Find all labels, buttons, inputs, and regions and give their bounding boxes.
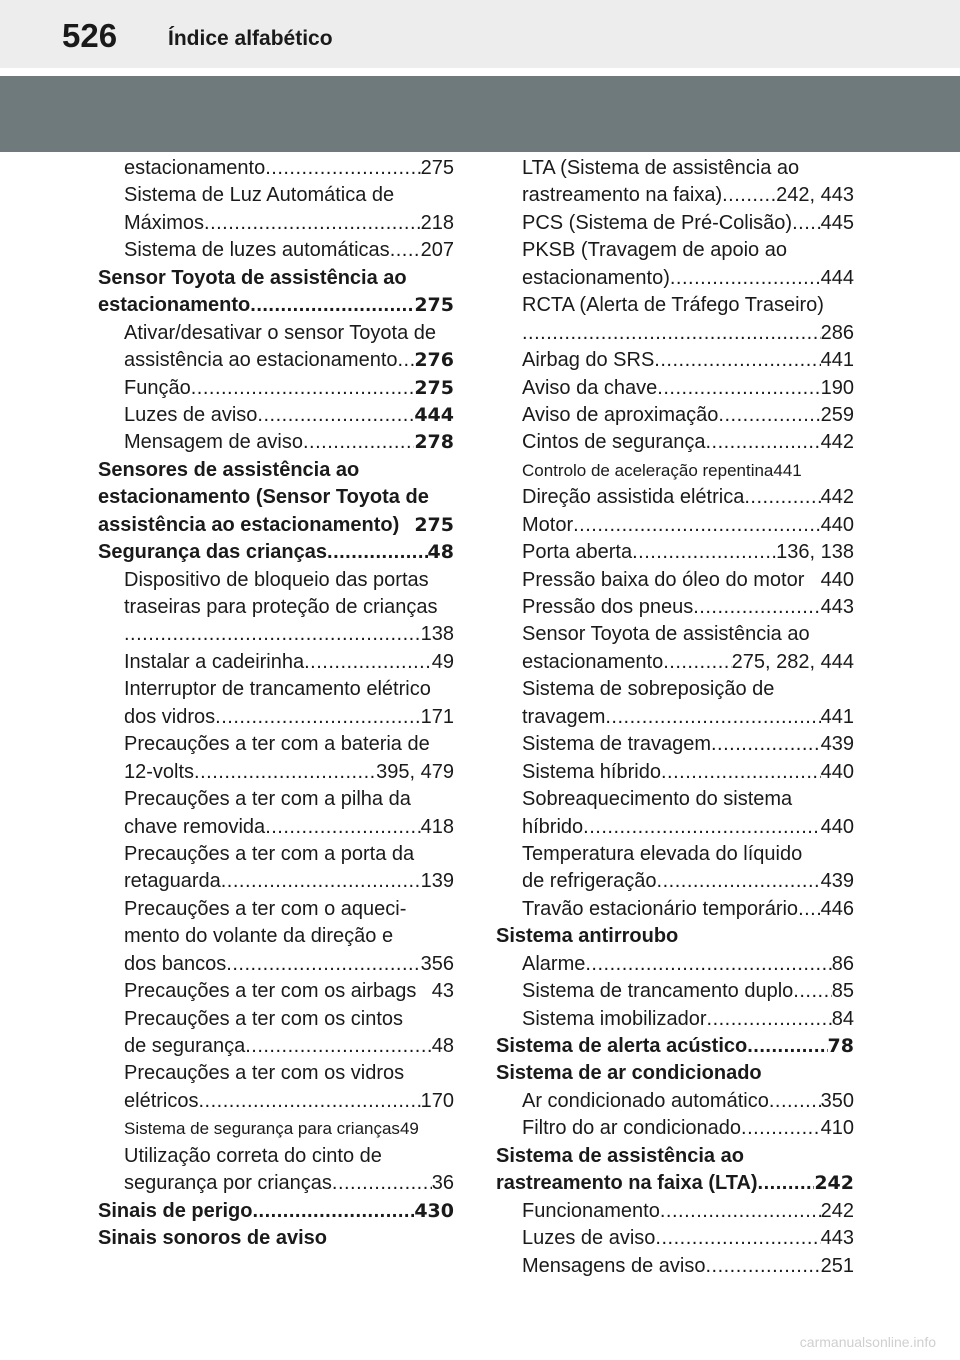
index-entry	[98, 237, 454, 264]
entry-text: Mensagens de aviso	[522, 1254, 706, 1277]
entry-text: estacionamento	[124, 157, 266, 179]
entry-text: Porta aberta	[522, 541, 633, 564]
dot-leader	[657, 868, 821, 895]
page-ref: 275	[420, 157, 454, 179]
entry-text: Direção assistida elétrica	[522, 486, 745, 509]
page-header-bar	[0, 0, 960, 68]
dot-leader	[661, 759, 821, 786]
index-entry	[98, 923, 454, 950]
dot-leader	[265, 155, 420, 182]
index-entry	[98, 951, 454, 978]
entry-text: Sinais sonoros de aviso	[98, 1227, 327, 1250]
dot-leader	[747, 1033, 827, 1060]
entry-text: Função	[124, 376, 191, 399]
entry-text: Ativar/desativar o sensor Toyota de	[124, 321, 437, 344]
page-ref: 138	[420, 623, 454, 646]
index-heading	[98, 512, 454, 539]
index-entry	[98, 978, 454, 1005]
index-entry	[98, 155, 454, 182]
index-entry	[98, 786, 454, 813]
dot-leader	[221, 868, 421, 895]
page-ref: 443	[820, 596, 854, 618]
page-ref: 286	[820, 321, 854, 344]
index-entry	[98, 402, 454, 429]
dot-leader	[654, 347, 820, 374]
index-heading	[98, 292, 454, 319]
dot-leader	[769, 1088, 821, 1115]
index-entry	[496, 512, 854, 539]
entry-text: Máximos	[124, 211, 205, 234]
entry-text: estacionamento	[522, 650, 664, 673]
page-ref: 49	[399, 1119, 419, 1139]
index-entry	[496, 265, 854, 292]
page-ref: 356	[420, 952, 454, 975]
page-ref: 84	[831, 1007, 854, 1030]
entry-text: Sistema de sobreposição de	[522, 678, 775, 701]
index-entry	[496, 841, 854, 868]
dot-leader	[226, 951, 420, 978]
dot-leader	[265, 814, 420, 841]
entry-text: Precauções a ter com o aqueci-	[124, 897, 407, 920]
page-ref: 207	[420, 239, 454, 262]
entry-text: Sistema de assistência ao	[496, 1144, 744, 1167]
entry-text: Cintos de segurança	[522, 431, 706, 454]
index-heading	[98, 484, 454, 511]
entry-text: Sistema imobilizador	[522, 1007, 707, 1030]
entry-text: assistência ao estacionamento)	[98, 513, 400, 536]
index-entry	[98, 814, 454, 841]
entry-text: Alarme	[522, 952, 586, 975]
dot-leader	[204, 210, 421, 237]
dot-leader	[722, 182, 776, 209]
dot-leader	[398, 347, 415, 374]
entry-text: segurança por crianças	[124, 1172, 332, 1195]
entry-text: Temperatura elevada do líquido	[522, 842, 803, 865]
page-ref: 444	[414, 403, 454, 426]
dot-leader	[215, 704, 420, 731]
dot-leader	[332, 1170, 432, 1197]
entry-text: mento do volante da direção e	[124, 925, 394, 948]
entry-text: Sensor Toyota de assistência ao	[522, 623, 810, 646]
page-ref: 430	[414, 1199, 454, 1222]
index-column-right	[496, 155, 854, 1280]
index-entry	[98, 429, 454, 456]
page-ref: 48	[431, 1035, 454, 1057]
page-ref: 410	[820, 1117, 854, 1140]
page-ref: 85	[831, 980, 854, 1003]
index-entry	[98, 1115, 454, 1142]
dot-leader	[304, 649, 432, 676]
page-ref: 242, 443	[776, 184, 854, 207]
index-entry	[496, 155, 854, 182]
page-ref: 171	[420, 705, 454, 728]
entry-text: assistência ao estacionamento	[124, 349, 398, 372]
index-entry	[98, 1006, 454, 1033]
dot-leader	[798, 896, 821, 923]
index-entry	[98, 1170, 454, 1197]
index-entry	[496, 1088, 854, 1115]
dot-leader	[605, 704, 820, 731]
index-entry	[496, 210, 854, 237]
entry-text: Precauções a ter com a bateria de	[124, 733, 430, 756]
entry-text: rastreamento na faixa)	[522, 184, 723, 207]
entry-text: Ar condicionado automático	[522, 1089, 769, 1112]
entry-text: Instalar a cadeirinha	[124, 650, 305, 673]
index-entry	[98, 896, 454, 923]
index-entry	[496, 621, 854, 648]
watermark: carmanualsonline.info	[799, 1334, 936, 1350]
page-ref: 444	[820, 266, 854, 289]
dot-leader	[390, 237, 421, 264]
index-entry	[496, 182, 854, 209]
page-ref: 139	[420, 870, 454, 893]
dot-leader	[585, 951, 831, 978]
index-entry	[496, 978, 854, 1005]
index-entry	[496, 1198, 854, 1225]
page-ref: 259	[820, 403, 854, 426]
page-ref: 136, 138	[776, 541, 854, 564]
entry-text: Precauções a ter com os vidros	[124, 1062, 405, 1085]
index-entry	[98, 1143, 454, 1170]
dot-leader	[758, 1170, 815, 1197]
dot-leader	[744, 484, 820, 511]
entry-text: rastreamento na faixa (LTA)	[496, 1172, 758, 1195]
dot-leader	[632, 539, 776, 566]
entry-text: travagem	[522, 705, 606, 728]
header-band	[0, 76, 960, 152]
entry-text: Sensor Toyota de assistência ao	[98, 266, 407, 289]
entry-text: Sistema de travagem	[522, 733, 711, 756]
index-entry	[98, 731, 454, 758]
page-ref: 78	[827, 1035, 854, 1057]
index-entry	[496, 676, 854, 703]
entry-text: Luzes de aviso	[124, 403, 258, 426]
dot-leader	[663, 649, 731, 676]
entry-text: Motor	[522, 513, 574, 536]
page-ref: 442	[820, 486, 854, 509]
index-heading	[98, 1198, 454, 1225]
index-entry	[496, 429, 854, 456]
index-entry	[496, 1253, 854, 1280]
index-entry	[496, 786, 854, 813]
index-entry	[496, 320, 854, 347]
dot-leader	[194, 759, 376, 786]
entry-text: Sistema de Luz Automática de	[124, 184, 395, 207]
index-entry	[98, 1088, 454, 1115]
entry-text: Aviso de aproximação	[522, 403, 719, 426]
index-entry	[496, 539, 854, 566]
entry-text: Interruptor de trancamento elétrico	[124, 678, 431, 701]
page-ref: 275	[414, 513, 454, 536]
index-entry	[98, 375, 454, 402]
dot-leader	[792, 210, 821, 237]
index-entry	[496, 759, 854, 786]
index-entry	[496, 375, 854, 402]
dot-leader	[707, 1006, 832, 1033]
index-entry	[496, 292, 854, 319]
index-entry	[496, 1115, 854, 1142]
entry-text: Utilização correta do cinto de	[124, 1144, 382, 1167]
dot-leader	[705, 1253, 820, 1280]
entry-text: híbrido	[522, 815, 584, 838]
index-heading	[98, 1225, 454, 1252]
page-ref: 170	[420, 1089, 454, 1112]
dot-leader	[573, 512, 821, 539]
page-ref: 275	[414, 294, 454, 317]
index-heading	[496, 1170, 854, 1197]
index-entry	[496, 402, 854, 429]
page-ref: 445	[820, 211, 854, 234]
page-ref: 276	[414, 349, 454, 372]
dot-leader	[583, 814, 820, 841]
page-ref: 439	[820, 870, 854, 893]
dot-leader	[793, 978, 831, 1005]
entry-text: Sistema de alerta acústico	[496, 1035, 748, 1057]
page-ref: 442	[820, 431, 854, 454]
page-ref: 441	[820, 705, 854, 728]
page-ref: 443	[820, 1227, 854, 1250]
index-entry	[496, 704, 854, 731]
entry-text: Funcionamento	[522, 1199, 660, 1222]
entry-text: Sistema de ar condicionado	[496, 1062, 762, 1085]
entry-text: Precauções a ter com os airbags	[124, 980, 417, 1003]
page-ref: 440	[820, 513, 854, 536]
page-ref: 218	[420, 211, 454, 234]
dot-leader	[124, 621, 421, 648]
entry-text: retaguarda	[124, 870, 221, 893]
page-ref: 441	[773, 460, 802, 480]
index-entry	[496, 484, 854, 511]
entry-text: de segurança	[124, 1035, 246, 1057]
index-heading	[98, 457, 454, 484]
dot-leader	[655, 1225, 820, 1252]
index-entry	[98, 868, 454, 895]
page-ref: 446	[820, 897, 854, 920]
entry-text: chave removida	[124, 815, 266, 838]
entry-text: Luzes de aviso	[522, 1227, 656, 1250]
entry-text: Mensagem de aviso	[124, 431, 303, 454]
entry-text: de refrigeração	[522, 870, 657, 893]
index-entry	[496, 731, 854, 758]
dot-leader	[660, 1198, 821, 1225]
entry-text: RCTA (Alerta de Tráfego Traseiro)	[522, 294, 824, 317]
dot-leader	[252, 1198, 414, 1225]
index-entry	[496, 567, 854, 594]
entry-text: Sistema de trancamento duplo	[522, 980, 794, 1003]
dot-leader	[303, 429, 414, 456]
page-ref: 86	[831, 952, 854, 975]
page-number: 526	[62, 17, 118, 54]
dot-leader	[705, 429, 820, 456]
index-entry	[496, 649, 854, 676]
entry-text: Controlo de aceleração repentina	[522, 460, 774, 480]
entry-text: dos vidros	[124, 705, 216, 728]
page-ref: 43	[431, 980, 454, 1003]
index-entry	[98, 320, 454, 347]
dot-leader	[327, 539, 428, 566]
index-entry	[98, 704, 454, 731]
entry-text: Sistema de segurança para crianças	[124, 1119, 400, 1139]
entry-text: Aviso da chave	[522, 376, 658, 399]
page-ref: 278	[414, 431, 454, 454]
dot-leader	[257, 402, 414, 429]
index-heading	[98, 539, 454, 566]
index-entry	[98, 841, 454, 868]
index-entry	[98, 567, 454, 594]
entry-text: Dispositivo de bloqueio das portas	[124, 568, 429, 591]
page-ref: 49	[431, 650, 454, 673]
dot-leader	[670, 265, 821, 292]
page-ref: 418	[420, 815, 454, 838]
page-ref: 36	[431, 1172, 454, 1195]
page-ref: 275, 282, 444	[731, 650, 854, 673]
entry-text: Sistema de luzes automáticas	[124, 239, 390, 262]
index-entry	[496, 347, 854, 374]
entry-text: Travão estacionário temporário	[522, 897, 799, 920]
entry-text: PCS (Sistema de Pré-Colisão)	[522, 211, 793, 234]
page-ref: 441	[820, 349, 854, 372]
index-entry	[98, 1060, 454, 1087]
index-entry	[98, 210, 454, 237]
page-title: Índice alfabético	[168, 27, 333, 50]
index-heading	[496, 1143, 854, 1170]
entry-text: Precauções a ter com a pilha da	[124, 788, 411, 811]
index-heading	[496, 923, 854, 950]
entry-text: Precauções a ter com os cintos	[124, 1007, 404, 1030]
dot-leader	[741, 1115, 821, 1142]
dot-leader	[718, 402, 820, 429]
dot-leader	[711, 731, 821, 758]
index-entry	[496, 594, 854, 621]
page-ref: 350	[820, 1089, 854, 1112]
index-entry	[496, 237, 854, 264]
page-ref: 251	[820, 1254, 854, 1277]
entry-text: estacionamento)	[522, 266, 670, 289]
index-entry	[496, 1225, 854, 1252]
dot-leader	[191, 375, 415, 402]
index-heading	[496, 1060, 854, 1087]
page-ref: 242	[814, 1172, 854, 1195]
entry-text: Sobreaquecimento do sistema	[522, 788, 793, 811]
entry-text: Filtro do ar condicionado	[522, 1117, 742, 1140]
page-ref: 275	[414, 376, 454, 399]
index-entry	[496, 1006, 854, 1033]
entry-text: elétricos	[124, 1089, 199, 1112]
dot-leader	[250, 292, 414, 319]
index-entry	[98, 347, 454, 374]
index-heading	[98, 265, 454, 292]
index-entry	[98, 649, 454, 676]
page-ref: 440	[820, 815, 854, 838]
index-entry	[496, 868, 854, 895]
index-entry	[98, 182, 454, 209]
entry-text: LTA (Sistema de assistência ao	[522, 157, 800, 179]
entry-text: Pressão dos pneus	[522, 596, 694, 618]
entry-text: Segurança das crianças	[98, 541, 328, 564]
entry-text: Sinais de perigo	[98, 1199, 253, 1222]
dot-leader	[522, 320, 821, 347]
index-entry	[98, 1033, 454, 1060]
entry-text: Sistema híbrido	[522, 760, 661, 783]
page-ref: 440	[820, 568, 854, 591]
entry-text: Sistema antirroubo	[496, 925, 679, 948]
entry-text: estacionamento	[98, 294, 251, 317]
entry-text: Sensores de assistência ao	[98, 458, 360, 481]
index-entry	[496, 814, 854, 841]
index-entry	[496, 951, 854, 978]
entry-text: PKSB (Travagem de apoio ao	[522, 239, 787, 262]
index-entry	[496, 896, 854, 923]
entry-text: estacionamento (Sensor Toyota de	[98, 486, 429, 509]
entry-text: Pressão baixa do óleo do motor	[522, 568, 805, 591]
entry-text: traseiras para proteção de crianças	[124, 596, 438, 618]
page-ref: 439	[820, 733, 854, 756]
page-ref: 395, 479	[376, 760, 454, 783]
entry-text: Airbag do SRS	[522, 349, 655, 372]
entry-text: dos bancos	[124, 952, 227, 975]
dot-leader	[198, 1088, 420, 1115]
index-entry	[496, 457, 854, 484]
page-ref: 440	[820, 760, 854, 783]
entry-text: 12-volts	[124, 760, 195, 783]
index-entry	[98, 621, 454, 648]
page-ref: 48	[427, 541, 454, 564]
index-entry	[98, 594, 454, 621]
index-column-left	[98, 155, 454, 1253]
index-entry	[98, 676, 454, 703]
index-entry	[98, 759, 454, 786]
page-ref: 190	[820, 376, 854, 399]
dot-leader	[657, 375, 820, 402]
index-heading	[496, 1033, 854, 1060]
dot-leader	[693, 594, 820, 621]
entry-text: Precauções a ter com a porta da	[124, 842, 415, 865]
page-ref: 242	[820, 1199, 854, 1222]
dot-leader	[245, 1033, 432, 1060]
